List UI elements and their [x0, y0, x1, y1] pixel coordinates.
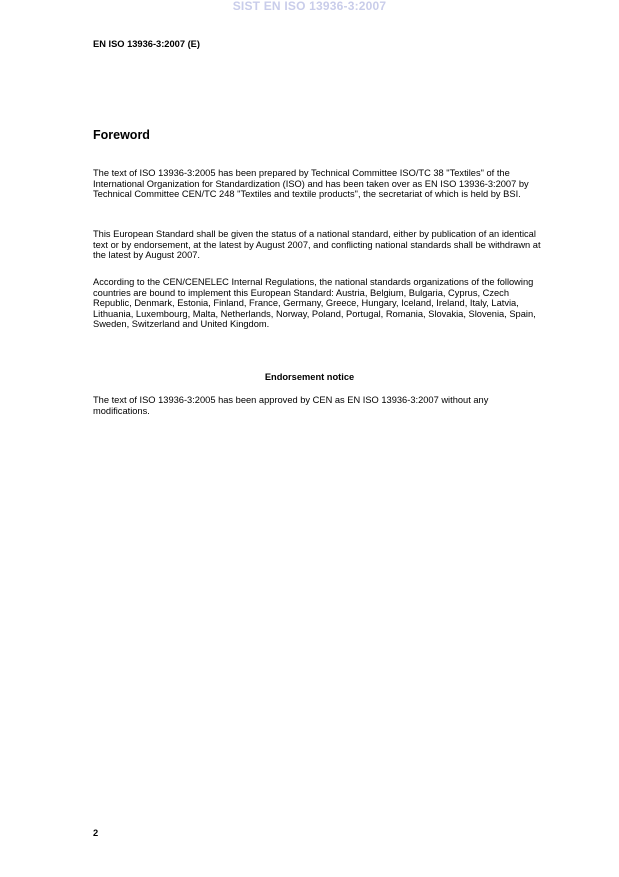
watermark: SIST EN ISO 13936-3:2007 — [232, 0, 387, 13]
endorsement-paragraph: The text of ISO 13936-3:2005 has been approved by CEN as EN ISO 13936-3:2007 without any modifications. — [93, 395, 489, 416]
page-number: 2 — [93, 828, 99, 838]
foreword-heading: Foreword — [93, 128, 150, 142]
document-code-header: EN ISO 13936-3:2007 (E) — [93, 39, 200, 49]
foreword-paragraph-1: The text of ISO 13936-3:2005 has been prepared by Technical Committee ISO/TC 38 "Textiles" of the International Organization for Standardization (ISO) and has been taken over as EN ISO 13936-3:2007 by Technical Committee CEN/TC 248 "Textiles and textile products", the secretariat of which is held by BSI. — [93, 168, 529, 200]
foreword-paragraph-3: According to the CEN/CENELEC Internal Regulations, the national standards organizations of the following countries are bound to implement this European Standard: Austria, Belgium, Bulgaria, Cyprus, Czech Republic, Denmark, Estonia, Finland, France, Germany, Greece, Hungary, Iceland, Ireland, Italy, Latvia, Lithuania, Luxembourg, Malta, Netherlands, Norway, Poland, Portugal, Romania, Slovakia, Slovenia, Spain, Sweden, Switzerland and United Kingdom. — [93, 277, 536, 330]
endorsement-heading: Endorsement notice — [264, 372, 355, 382]
foreword-paragraph-2: This European Standard shall be given the status of a national standard, either by publication of an identical text or by endorsement, at the latest by August 2007, and conflicting national standards shall be withdrawn at the latest by August 2007. — [93, 229, 541, 261]
